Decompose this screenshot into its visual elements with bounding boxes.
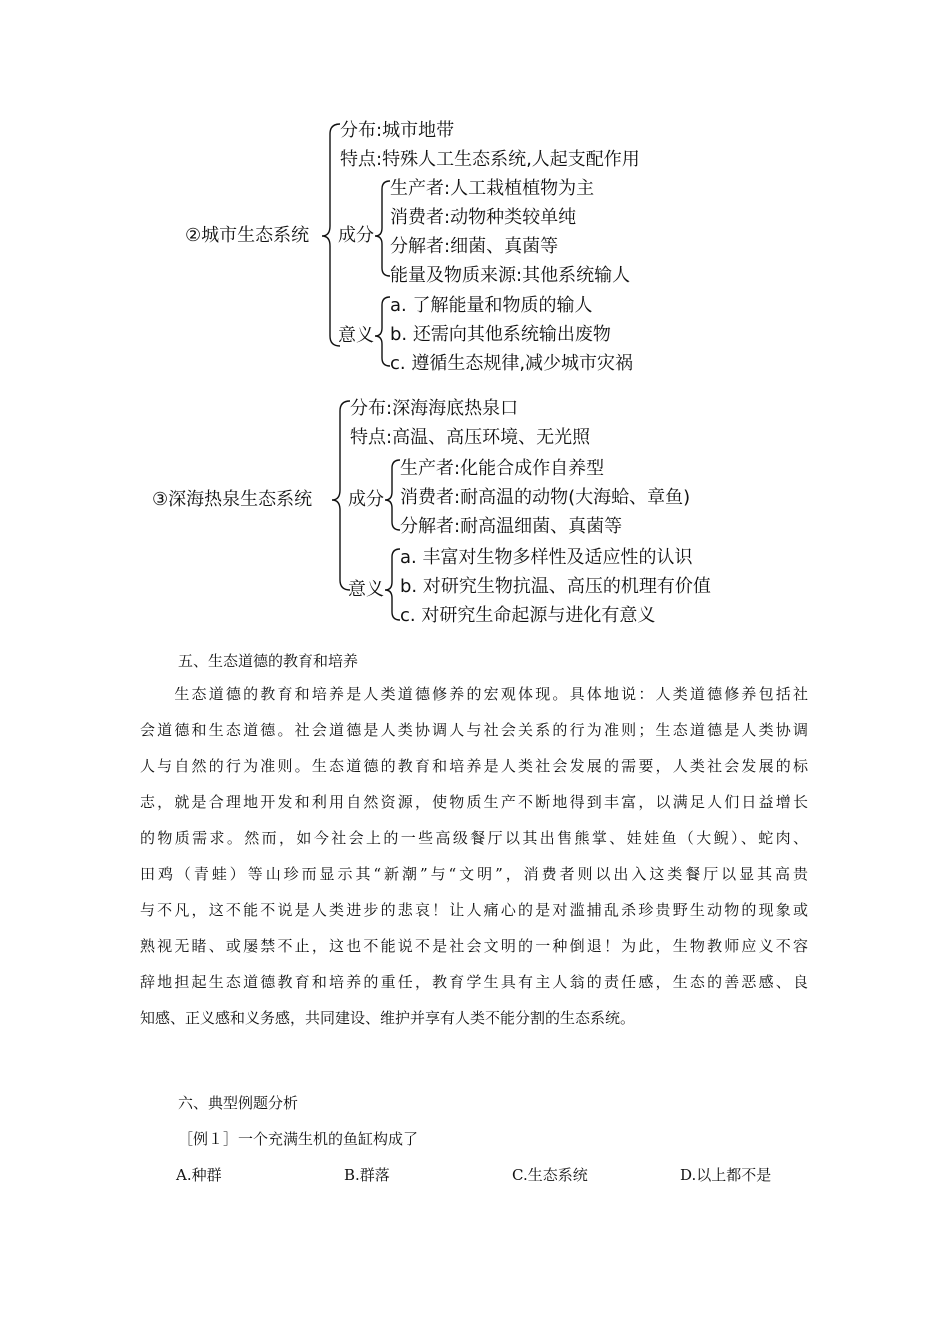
city-chengfen-brace <box>375 181 390 276</box>
deepsea-chengfen-brace <box>385 460 400 530</box>
paragraph-line: 会道德和生态道德。社会道德是人类协调人与社会关系的行为准则；生态道德是人类协调 <box>140 721 808 739</box>
paragraph-line: 熟视无睹、或屡禁不止，这也不能说不是社会文明的一种倒退！为此，生物教师应义不容 <box>140 937 808 955</box>
option-c: C.生态系统 <box>512 1166 588 1184</box>
paragraph-line: 志，就是合理地开发和利用自然资源，使物质生产不断地得到丰富，以满足人们日益增长 <box>140 793 808 811</box>
paragraph-line: 辞地担起生态道德教育和培养的重任，教育学生具有主人翁的责任感，生态的善恶感、良 <box>140 973 808 991</box>
paragraph-line: 田鸡（青蛙）等山珍而显示其“新潮”与“文明”，消费者则以出入这类餐厅以显其高贵 <box>140 865 808 883</box>
paragraph-line: 的物质需求。然而，如今社会上的一些高级餐厅以其出售熊掌、娃娃鱼（大鲵）、蛇肉、 <box>140 829 808 847</box>
deepsea-significance-a: a. 丰富对生物多样性及适应性的认识 <box>400 547 693 568</box>
city-components-label: 成分 <box>338 225 374 246</box>
city-yiyi-brace <box>375 297 390 366</box>
paragraph-line: 生态道德的教育和培养是人类道德修养的宏观体现。具体地说：人类道德修养包括社 <box>140 685 808 703</box>
deepsea-components-label: 成分 <box>348 489 384 510</box>
deepsea-producer: 生产者:化能合成作自养型 <box>400 458 605 479</box>
deepsea-significance-b: b. 对研究生物抗温、高压的机理有价值 <box>400 576 711 597</box>
city-characteristics: 特点:特殊人工生态系统,人起支配作用 <box>340 149 640 170</box>
deepsea-consumer: 消费者:耐高温的动物(大海蛤、章鱼) <box>400 487 691 508</box>
section-5-paragraph <box>140 676 808 1036</box>
option-d: D.以上都不是 <box>680 1166 772 1184</box>
paragraph-line: 知感、正义感和义务感，共同建设、维护并享有人类不能分割的生态系统。 <box>140 1009 636 1027</box>
paragraph-line: 人与自然的行为准则。生态道德的教育和培养是人类社会发展的需要，人类社会发展的标 <box>140 757 808 775</box>
city-significance-a: a. 了解能量和物质的输人 <box>390 295 593 316</box>
city-distribution: 分布:城市地带 <box>340 120 455 141</box>
ecosystem-diagram <box>0 0 950 640</box>
deepsea-characteristics: 特点:高温、高压环境、无光照 <box>350 427 591 448</box>
city-system-label: ②城市生态系统 <box>185 225 310 246</box>
bracket-lines <box>0 0 950 640</box>
option-b: B.群落 <box>344 1166 390 1184</box>
city-consumer: 消费者:动物种类较单纯 <box>390 207 577 228</box>
city-decomposer: 分解者:细菌、真菌等 <box>390 236 559 257</box>
city-significance-c: c. 遵循生态规律,减少城市灾祸 <box>390 353 634 374</box>
city-significance-label: 意义 <box>338 325 374 346</box>
deepsea-yiyi-brace <box>385 549 400 620</box>
deepsea-system-label: ③深海热泉生态系统 <box>152 489 313 510</box>
deepsea-distribution: 分布:深海海底热泉口 <box>350 398 519 419</box>
section-5-heading: 五、生态道德的教育和培养 <box>178 652 359 670</box>
city-significance-b: b. 还需向其他系统输出废物 <box>390 324 611 345</box>
deepsea-significance-label: 意义 <box>348 579 384 600</box>
option-a: A.种群 <box>176 1166 222 1184</box>
paragraph-line: 与不凡，这不能不说是人类进步的悲哀！让人痛心的是对滥捕乱杀珍贵野生动物的现象或 <box>140 901 808 919</box>
example-question: ［例１］一个充满生机的鱼缸构成了 <box>178 1130 419 1148</box>
deepsea-significance-c: c. 对研究生命起源与进化有意义 <box>400 605 656 626</box>
city-energy-source: 能量及物质来源:其他系统输人 <box>390 265 631 286</box>
city-producer: 生产者:人工栽植植物为主 <box>390 178 595 199</box>
section-6-heading: 六、典型例题分析 <box>178 1094 299 1112</box>
deepsea-decomposer: 分解者:耐高温细菌、真菌等 <box>400 516 623 537</box>
